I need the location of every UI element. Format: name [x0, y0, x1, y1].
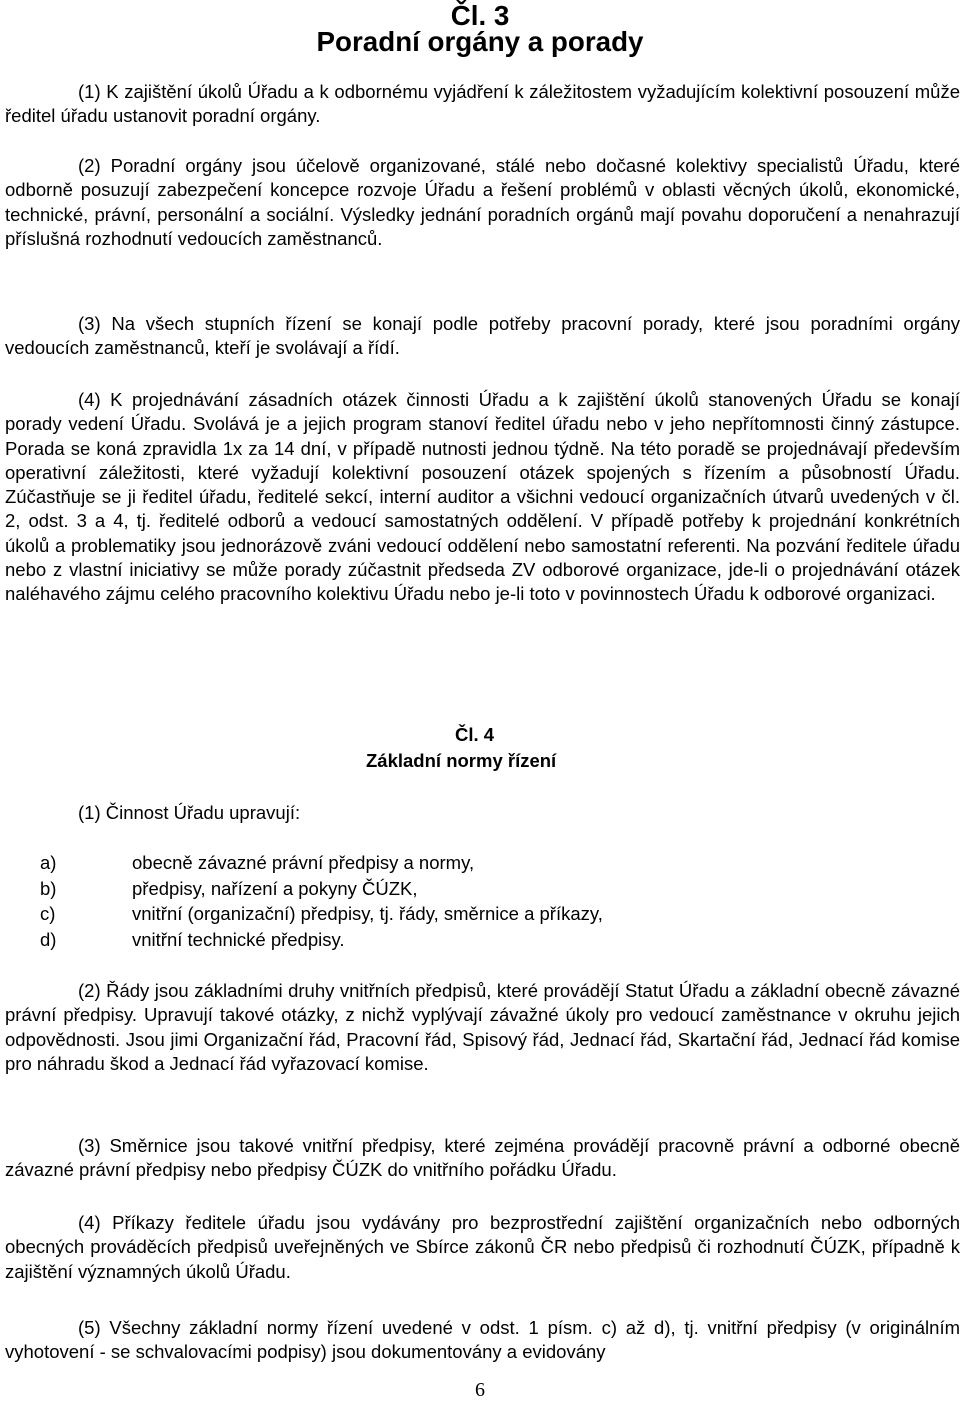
article-4-title: Základní normy řízení [366, 750, 557, 771]
article-4-intro: (1) Činnost Úřadu upravují: [78, 802, 301, 823]
list-item-text: předpisy, nařízení a pokyny ČÚZK, [132, 877, 418, 899]
article-4-paragraph-5: (5) Všechny základní normy řízení uvedené v odst. 1 písm. c) až d), tj. vnitřní předpisy (v originálním vyhotovení - se schvalovacími podpisy) jsou dokumentovány a evidovány [5, 1317, 960, 1363]
list-item [0, 901, 960, 927]
list-item-letter: b) [40, 877, 57, 899]
article-3-paragraph-3: (3) Na všech stupních řízení se konají podle potřeby pracovní porady, které jsou poradními orgány vedoucích zaměstnanců, kteří je svolávají a řídí. [5, 313, 960, 359]
article-3-paragraph-1: (1) K zajištění úkolů Úřadu a k odbornému vyjádření k záležitostem vyžadujícím kolektivní posouzení může ředitel úřadu ustanovit poradní orgány. [5, 81, 960, 127]
list-item-letter: d) [40, 928, 57, 950]
list-item-letter: c) [40, 903, 56, 924]
article-4-number: Čl. 4 [455, 724, 495, 745]
list-item-letter: a) [40, 852, 57, 873]
article-3-paragraph-2: (2) Poradní orgány jsou účelově organizované, stálé nebo dočasné kolektivy specialistů Úřadu, které odborně posuzují zabezpečení koncepce rozvoje Úřadu a řešení problémů v oblasti věcných úkolů, ekonomické, technické, právní, personální a sociální. Výsledky jednání poradních orgánů mají povahu doporučení a nenahrazují příslušná rozhodnutí vedoucích zaměstnanců. [5, 155, 960, 249]
article-3-paragraph-4: (4) K projednávání zásadních otázek činnosti Úřadu a k zajištění úkolů stanovených Úřadu se konají porady vedení Úřadu. Svolává je a jejich program stanoví ředitel úřadu nebo v jeho nepřítomnosti činný zástupce. Porada se koná zpravidla 1x za 14 dní, v případě nutnosti jednou týdně. Na této poradě se projednávají především operativní záležitosti, které vyžadují kolektivní posouzení otázek spojených s řízením a působností Úřadu. Zúčastňuje se ji ředitel úřadu, ředitelé sekcí, interní auditor a všichni vedoucí organizačních útvarů uvedených v čl. 2, odst. 3 a 4, tj. ředitelé odborů a vedoucí samostatných oddělení. V případě potřeby k projednání konkrétních úkolů a problematiky jsou jednorázově zváni vedoucí oddělení nebo samostatní referenti. Na pozvání ředitele úřadu nebo z vlastní iniciativy se může porady zúčastnit předseda ZV odborové organizace, jde-li o projednávání otázek naléhavého zájmu celého pracovního kolektivu Úřadu nebo je-li toto v povinnostech Úřadu k odborové organizaci. [5, 389, 960, 605]
article-4-paragraph-3: (3) Směrnice jsou takové vnitřní předpisy, které zejména provádějí pracovně právní a odborné obecně závazné právní předpisy nebo předpisy ČÚZK do vnitřního pořádku Úřadu. [5, 1135, 960, 1181]
article-4-paragraph-4: (4) Příkazy ředitele úřadu jsou vydávány pro bezprostřední zajištění organizačních nebo odborných obecných prováděcích předpisů uveřejněných ve Sbírce zákonů ČR nebo předpisů či rozhodnutí ČÚZK, případně k zajištění významných úkolů Úřadu. [5, 1212, 960, 1282]
list-item [0, 850, 960, 876]
article-4-paragraph-2: (2) Řády jsou základními druhy vnitřních předpisů, které provádějí Statut Úřadu a základní obecně závazné právní předpisy. Upravují takové otázky, z nichž vyplývají závažné úkoly pro vedoucí zaměstnance v okruhu jejich odpovědnosti. Jsou jimi Organizační řád, Pracovní řád, Spisový řád, Jednací řád, Skartační řád, Jednací řád komise pro náhradu škod a Jednací řád vyřazovací komise. [5, 980, 960, 1074]
article-3-number: Čl. 3 [450, 0, 510, 31]
page-number: 6 [475, 1379, 485, 1401]
list-item-text: vnitřní (organizační) předpisy, tj. řády, směrnice a příkazy, [132, 903, 603, 924]
list-item-text: vnitřní technické předpisy. [132, 928, 345, 950]
list-item [0, 927, 960, 953]
article-3-title: Poradní orgány a porady [316, 26, 644, 57]
governing-norms-list [0, 850, 960, 952]
list-item-text: obecně závazné právní předpisy a normy, [132, 852, 475, 873]
list-item [0, 876, 960, 902]
